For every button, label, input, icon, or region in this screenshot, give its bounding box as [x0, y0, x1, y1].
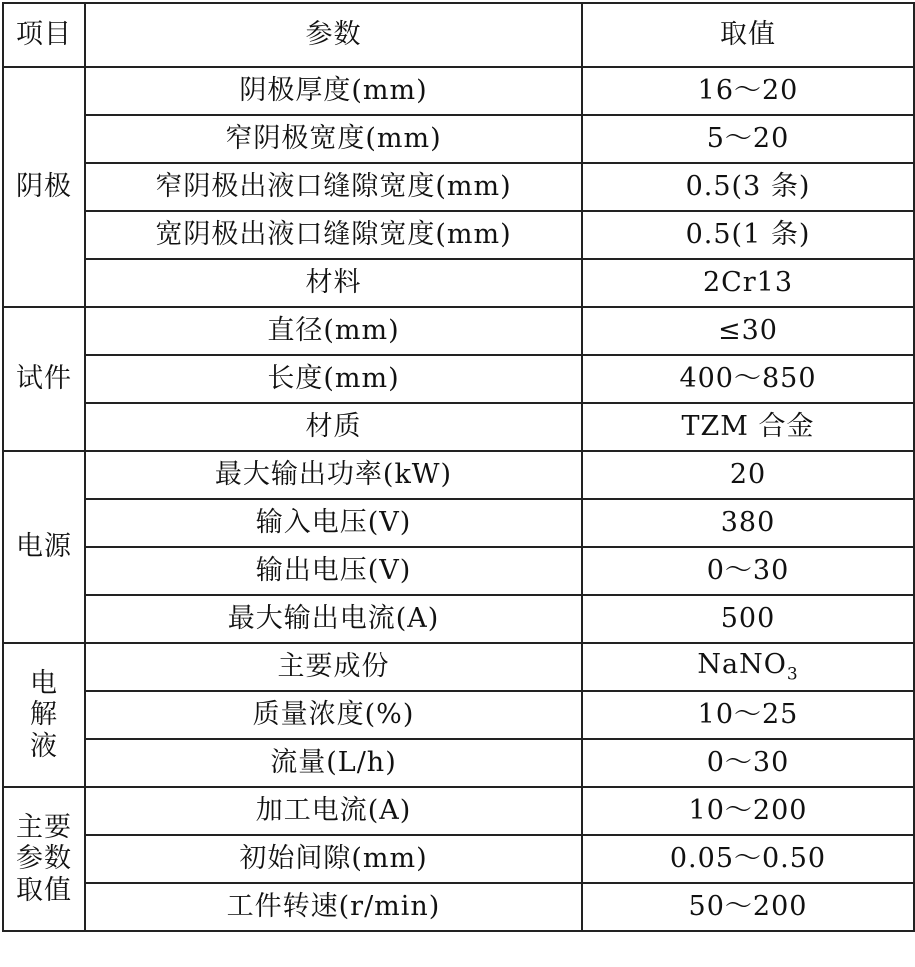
param-cell: 输出电压(V) — [85, 547, 582, 595]
table-row — [3, 355, 914, 403]
table-row — [3, 403, 914, 451]
table-row — [3, 115, 914, 163]
header-item: 项目 — [3, 3, 85, 67]
table-row — [3, 835, 914, 883]
param-cell: 直径(mm) — [85, 307, 582, 355]
value-cell: 0～30 — [582, 739, 914, 787]
table-row — [3, 499, 914, 547]
param-cell: 加工电流(A) — [85, 787, 582, 835]
group-label-text — [30, 668, 58, 761]
group-label-text: 阴极 — [16, 171, 72, 203]
value-cell: 500 — [582, 595, 914, 643]
table-row — [3, 211, 914, 259]
table-row — [3, 451, 914, 499]
label-line: 电 — [30, 668, 58, 700]
label-line: 主要 — [16, 812, 72, 844]
value-cell: 0～30 — [582, 547, 914, 595]
param-cell: 长度(mm) — [85, 355, 582, 403]
value-cell: 400～850 — [582, 355, 914, 403]
group-label-cathode — [3, 67, 85, 307]
param-cell: 材料 — [85, 259, 582, 307]
header-parameter: 参数 — [85, 3, 582, 67]
value-cell: 10～25 — [582, 691, 914, 739]
value-cell: 0.5(1 条) — [582, 211, 914, 259]
value-cell: 0.5(3 条) — [582, 163, 914, 211]
table-row — [3, 595, 914, 643]
table-row — [3, 883, 914, 931]
value-cell: 16～20 — [582, 67, 914, 115]
param-cell: 主要成份 — [85, 643, 582, 691]
param-cell: 最大输出电流(A) — [85, 595, 582, 643]
parameter-table — [2, 2, 915, 932]
table-row — [3, 259, 914, 307]
formula-main: NaNO — [697, 648, 787, 680]
formula-subscript: 3 — [786, 664, 799, 685]
param-cell: 工件转速(r/min) — [85, 883, 582, 931]
value-cell — [582, 643, 914, 691]
label-line: 参数 — [16, 843, 72, 875]
group-label-text: 电源 — [16, 531, 72, 563]
header-row — [3, 3, 914, 67]
table-row — [3, 691, 914, 739]
param-cell: 宽阴极出液口缝隙宽度(mm) — [85, 211, 582, 259]
value-cell: ≤30 — [582, 307, 914, 355]
table-row — [3, 307, 914, 355]
param-cell: 最大输出功率(kW) — [85, 451, 582, 499]
param-cell: 窄阴极出液口缝隙宽度(mm) — [85, 163, 582, 211]
group-label-electrolyte — [3, 643, 85, 787]
value-cell: 5～20 — [582, 115, 914, 163]
table-row — [3, 739, 914, 787]
param-cell: 流量(L/h) — [85, 739, 582, 787]
param-cell: 材质 — [85, 403, 582, 451]
value-cell: 20 — [582, 451, 914, 499]
param-cell: 阴极厚度(mm) — [85, 67, 582, 115]
header-value: 取值 — [582, 3, 914, 67]
param-cell: 质量浓度(%) — [85, 691, 582, 739]
table-row — [3, 643, 914, 691]
group-label-text: 试件 — [16, 363, 72, 395]
value-cell: 0.05～0.50 — [582, 835, 914, 883]
table-row — [3, 547, 914, 595]
value-cell: 2Cr13 — [582, 259, 914, 307]
group-label-main-parameters — [3, 787, 85, 931]
label-line: 解 — [30, 699, 58, 731]
group-label-power-supply — [3, 451, 85, 643]
param-cell: 初始间隙(mm) — [85, 835, 582, 883]
value-cell: 380 — [582, 499, 914, 547]
label-line: 液 — [30, 730, 58, 762]
value-cell: 10～200 — [582, 787, 914, 835]
param-cell: 输入电压(V) — [85, 499, 582, 547]
table-row — [3, 787, 914, 835]
group-label-specimen — [3, 307, 85, 451]
value-cell: TZM 合金 — [582, 403, 914, 451]
table-row — [3, 67, 914, 115]
group-label-text — [16, 812, 72, 905]
label-line: 取值 — [16, 874, 72, 906]
table-row — [3, 163, 914, 211]
param-cell: 窄阴极宽度(mm) — [85, 115, 582, 163]
value-cell: 50～200 — [582, 883, 914, 931]
